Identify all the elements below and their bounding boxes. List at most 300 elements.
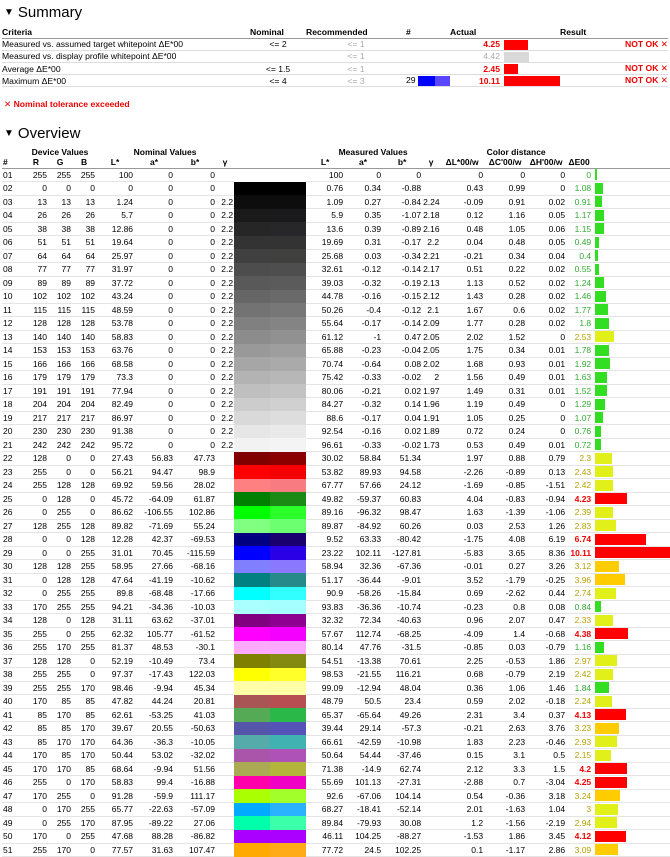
device-r: 13 bbox=[24, 195, 48, 209]
patch-number: 49 bbox=[2, 816, 24, 830]
nominal-b: -57.09 bbox=[174, 803, 216, 817]
nominal-b: -61.52 bbox=[174, 627, 216, 641]
delta-c: -1.17 bbox=[484, 843, 526, 857]
delta-l: 1.05 bbox=[440, 411, 484, 425]
nominal-b: 51.56 bbox=[174, 762, 216, 776]
measured-l: 0.76 bbox=[306, 182, 344, 196]
delta-e: 1.07 bbox=[566, 411, 592, 425]
nominal-a: 0 bbox=[134, 438, 174, 452]
delta-e-bar bbox=[595, 277, 604, 288]
patch-row bbox=[2, 533, 670, 547]
delta-e-bar bbox=[595, 250, 598, 261]
nominal-a: -41.19 bbox=[134, 573, 174, 587]
delta-e-bar-cell bbox=[592, 830, 670, 844]
measured-b: -10.74 bbox=[382, 600, 422, 614]
measured-gamma: 2.17 bbox=[423, 264, 440, 275]
nominal-b: 0 bbox=[174, 168, 216, 182]
nominal-gamma bbox=[216, 465, 234, 479]
measured-gamma: 2.09 bbox=[423, 318, 440, 329]
delta-l: 0.48 bbox=[440, 222, 484, 236]
nominal-l: 47.82 bbox=[96, 695, 134, 709]
nominal-b: 98.9 bbox=[174, 465, 216, 479]
measured-b: -57.3 bbox=[382, 722, 422, 736]
measured-l: 55.69 bbox=[306, 776, 344, 790]
worst-patch-cell bbox=[406, 38, 450, 50]
delta-l: 1.77 bbox=[440, 317, 484, 331]
patch-number: 10 bbox=[2, 290, 24, 304]
recommended-cell: <= 1 bbox=[306, 50, 406, 62]
device-g: 115 bbox=[48, 303, 72, 317]
device-g: 0 bbox=[48, 627, 72, 641]
measured-b: -0.88 bbox=[382, 182, 422, 196]
device-r: 255 bbox=[24, 479, 48, 493]
measured-gamma: 1.73 bbox=[423, 439, 440, 450]
nominal-gamma bbox=[216, 479, 234, 493]
device-g: 191 bbox=[48, 384, 72, 398]
actual-bar bbox=[504, 76, 560, 86]
device-g: 0 bbox=[48, 546, 72, 560]
nominal-color-swatch bbox=[234, 479, 270, 493]
delta-e-bar-cell bbox=[592, 735, 670, 749]
patch-number: 30 bbox=[2, 560, 24, 574]
nominal-b: 0 bbox=[174, 371, 216, 385]
device-b: 204 bbox=[72, 398, 96, 412]
measured-l: 61.12 bbox=[306, 330, 344, 344]
nominal-color-swatch bbox=[234, 641, 270, 655]
measured-l: 25.68 bbox=[306, 249, 344, 263]
patch-row bbox=[2, 492, 670, 506]
delta-l: 1.97 bbox=[440, 452, 484, 466]
device-g: 255 bbox=[48, 681, 72, 695]
nominal-color-swatch bbox=[234, 465, 270, 479]
measured-color-swatch bbox=[270, 560, 306, 574]
nominal-a: -22.63 bbox=[134, 803, 174, 817]
patch-number: 28 bbox=[2, 533, 24, 547]
delta-l: 1.63 bbox=[440, 506, 484, 520]
patch-number: 34 bbox=[2, 614, 24, 628]
delta-h: -0.79 bbox=[526, 641, 566, 655]
patch-row bbox=[2, 641, 670, 655]
delta-l: 1.19 bbox=[440, 398, 484, 412]
nominal-a: 0 bbox=[134, 276, 174, 290]
col-num: # bbox=[2, 157, 24, 168]
nominal-gamma bbox=[216, 776, 234, 790]
delta-c: 1.16 bbox=[484, 209, 526, 223]
delta-e: 3.09 bbox=[566, 843, 592, 857]
delta-c: -1.56 bbox=[484, 816, 526, 830]
nominal-color-swatch bbox=[234, 249, 270, 263]
measured-l: 51.17 bbox=[306, 573, 344, 587]
measured-color-swatch bbox=[270, 681, 306, 695]
nominal-l: 31.97 bbox=[96, 263, 134, 277]
measured-a: -12.94 bbox=[344, 681, 382, 695]
measured-a: 24.5 bbox=[344, 843, 382, 857]
device-r: 128 bbox=[24, 560, 48, 574]
actual-bar-cell bbox=[500, 63, 560, 75]
delta-e-bar bbox=[595, 574, 625, 585]
delta-h: 0.02 bbox=[526, 276, 566, 290]
device-b: 128 bbox=[72, 317, 96, 331]
summary-row bbox=[2, 75, 668, 87]
patch-number: 11 bbox=[2, 303, 24, 317]
measured-gamma: 2 bbox=[422, 371, 440, 385]
device-r: 85 bbox=[24, 722, 48, 736]
result-header: Result bbox=[560, 26, 668, 38]
nominal-a: 0 bbox=[134, 222, 174, 236]
delta-h: 1.46 bbox=[526, 681, 566, 695]
measured-a: 50.5 bbox=[344, 695, 382, 709]
delta-e-bar bbox=[595, 642, 604, 653]
delta-e: 0.55 bbox=[566, 263, 592, 277]
nominal-gamma bbox=[216, 830, 234, 844]
patch-number: 15 bbox=[2, 357, 24, 371]
measured-b: 30.08 bbox=[382, 816, 422, 830]
delta-e-bar-cell bbox=[592, 438, 670, 452]
measured-color-swatch bbox=[270, 668, 306, 682]
measured-color-swatch bbox=[270, 735, 306, 749]
measured-b: -0.02 bbox=[382, 438, 422, 452]
device-g: 140 bbox=[48, 330, 72, 344]
device-r: 255 bbox=[24, 843, 48, 857]
patch-number: 51 bbox=[2, 843, 24, 857]
nominal-a: 94.47 bbox=[134, 465, 174, 479]
delta-e-bar-cell bbox=[592, 843, 670, 857]
measured-b: -0.19 bbox=[382, 276, 422, 290]
device-r: 0 bbox=[24, 816, 48, 830]
delta-l: 0.68 bbox=[440, 668, 484, 682]
measured-l: 5.9 bbox=[306, 209, 344, 223]
nominal-l: 81.37 bbox=[96, 641, 134, 655]
delta-e-bar bbox=[595, 696, 612, 707]
patch-number: 36 bbox=[2, 641, 24, 655]
nominal-b: 0 bbox=[174, 276, 216, 290]
delta-e: 1.17 bbox=[566, 209, 592, 223]
measured-l: 50.64 bbox=[306, 749, 344, 763]
delta-e-bar-cell bbox=[592, 654, 670, 668]
device-r: 51 bbox=[24, 236, 48, 250]
delta-c: 4.08 bbox=[484, 533, 526, 547]
nominal-l: 65.77 bbox=[96, 803, 134, 817]
delta-e-bar bbox=[595, 763, 627, 774]
measured-color-swatch bbox=[270, 168, 306, 182]
measured-a: -0.32 bbox=[344, 276, 382, 290]
device-g: 102 bbox=[48, 290, 72, 304]
delta-h: 0 bbox=[526, 398, 566, 412]
device-g: 255 bbox=[48, 506, 72, 520]
device-b: 0 bbox=[72, 789, 96, 803]
delta-l: 1.68 bbox=[440, 357, 484, 371]
nominal-b: 0 bbox=[174, 182, 216, 196]
measured-color-swatch bbox=[270, 533, 306, 547]
delta-l: -2.88 bbox=[440, 776, 484, 790]
measured-a: 89.93 bbox=[344, 465, 382, 479]
nominal-a: 0 bbox=[134, 330, 174, 344]
nominal-color-swatch bbox=[234, 762, 270, 776]
measured-l: 92.54 bbox=[306, 425, 344, 439]
patch-row bbox=[2, 303, 670, 317]
nominal-a: -53.25 bbox=[134, 708, 174, 722]
measured-color-swatch bbox=[270, 830, 306, 844]
measured-gamma bbox=[422, 735, 440, 749]
nominal-header: Nominal bbox=[250, 26, 306, 38]
delta-l: 0.36 bbox=[440, 681, 484, 695]
measured-gamma bbox=[422, 452, 440, 466]
delta-e-bar bbox=[595, 358, 609, 369]
result-status: NOT OK ✕ bbox=[560, 38, 668, 50]
color-distance-header: Color distance bbox=[486, 146, 546, 157]
nominal-color-swatch bbox=[234, 344, 270, 358]
device-b: 217 bbox=[72, 411, 96, 425]
measured-gamma: 1.89 bbox=[423, 426, 440, 437]
device-r: 242 bbox=[24, 438, 48, 452]
measured-gamma bbox=[422, 600, 440, 614]
device-g: 170 bbox=[48, 843, 72, 857]
patch-number: 12 bbox=[2, 317, 24, 331]
delta-c: 0.7 bbox=[484, 776, 526, 790]
measured-l: 48.79 bbox=[306, 695, 344, 709]
nominal-color-swatch bbox=[234, 668, 270, 682]
delta-l: 1.67 bbox=[440, 303, 484, 317]
device-g: 51 bbox=[48, 236, 72, 250]
delta-e-bar-cell bbox=[592, 384, 670, 398]
measured-color-swatch bbox=[270, 317, 306, 331]
device-r: 255 bbox=[24, 168, 48, 182]
measured-color-swatch bbox=[270, 371, 306, 385]
delta-e-bar bbox=[595, 493, 627, 504]
col-a: a* bbox=[134, 157, 174, 168]
device-g: 85 bbox=[48, 722, 72, 736]
nominal-b: 27.06 bbox=[174, 816, 216, 830]
nominal-b: -68.16 bbox=[174, 560, 216, 574]
nominal-a: 105.77 bbox=[134, 627, 174, 641]
worst-patch-cell bbox=[406, 75, 450, 87]
nominal-a: -17.43 bbox=[134, 668, 174, 682]
delta-e-bar bbox=[595, 750, 611, 761]
delta-c: 1.05 bbox=[484, 222, 526, 236]
device-g: 170 bbox=[48, 803, 72, 817]
delta-e-bar bbox=[595, 601, 601, 612]
nominal-a: 63.62 bbox=[134, 614, 174, 628]
delta-h: 0.01 bbox=[526, 357, 566, 371]
actual-bar-cell bbox=[500, 75, 560, 87]
patch-swatch bbox=[435, 76, 450, 86]
nominal-a: 0 bbox=[134, 290, 174, 304]
nominal-l: 91.28 bbox=[96, 789, 134, 803]
measured-color-swatch bbox=[270, 600, 306, 614]
col-b-star: b* bbox=[174, 157, 216, 168]
patch-number: 14 bbox=[2, 344, 24, 358]
delta-e-bar bbox=[595, 709, 626, 720]
nominal-gamma: 2.2 bbox=[216, 357, 234, 371]
delta-h: -3.04 bbox=[526, 776, 566, 790]
nominal-a: 99.4 bbox=[134, 776, 174, 790]
tolerance-warning: ✕ Nominal tolerance exceeded bbox=[4, 99, 130, 109]
measured-gamma bbox=[422, 560, 440, 574]
delta-e: 0.4 bbox=[566, 249, 592, 263]
delta-e-bar-cell bbox=[592, 749, 670, 763]
delta-c: 0.31 bbox=[484, 384, 526, 398]
device-r: 255 bbox=[24, 627, 48, 641]
nominal-gamma: 2.2 bbox=[216, 263, 234, 277]
overview-table bbox=[2, 146, 670, 857]
nominal-a: 0 bbox=[134, 344, 174, 358]
delta-e-bar-cell bbox=[592, 722, 670, 736]
measured-a: -42.59 bbox=[344, 735, 382, 749]
measured-color-swatch bbox=[270, 182, 306, 196]
patch-number: 41 bbox=[2, 708, 24, 722]
device-g: 0 bbox=[48, 465, 72, 479]
nominal-l: 45.72 bbox=[96, 492, 134, 506]
nominal-l: 1.24 bbox=[96, 195, 134, 209]
collapse-arrow-icon[interactable]: ▼ bbox=[4, 6, 14, 18]
device-b: 64 bbox=[72, 249, 96, 263]
nominal-a: 59.56 bbox=[134, 479, 174, 493]
measured-color-swatch bbox=[270, 573, 306, 587]
measured-a: -36.44 bbox=[344, 573, 382, 587]
delta-e: 2.97 bbox=[566, 654, 592, 668]
actual-value: 4.25 bbox=[450, 38, 500, 50]
device-r: 179 bbox=[24, 371, 48, 385]
measured-a: -0.21 bbox=[344, 384, 382, 398]
collapse-arrow-icon[interactable]: ▼ bbox=[4, 127, 14, 139]
criteria-cell: Maximum ΔE*00 bbox=[2, 75, 250, 87]
measured-color-swatch bbox=[270, 263, 306, 277]
nominal-gamma bbox=[216, 506, 234, 520]
delta-h: 3.18 bbox=[526, 789, 566, 803]
device-b: 77 bbox=[72, 263, 96, 277]
measured-gamma bbox=[422, 546, 440, 560]
nominal-cell: <= 2 bbox=[250, 38, 306, 50]
nominal-color-swatch bbox=[234, 695, 270, 709]
measured-b: 0.08 bbox=[382, 357, 422, 371]
nominal-gamma bbox=[216, 681, 234, 695]
nominal-b: 0 bbox=[174, 357, 216, 371]
measured-gamma: 1.96 bbox=[423, 399, 440, 410]
measured-color-swatch bbox=[270, 398, 306, 412]
delta-h: 0.79 bbox=[526, 452, 566, 466]
nominal-l: 52.19 bbox=[96, 654, 134, 668]
measured-l: 1.09 bbox=[306, 195, 344, 209]
device-b: 170 bbox=[72, 816, 96, 830]
nominal-b: 0 bbox=[174, 249, 216, 263]
delta-l: 0.03 bbox=[440, 519, 484, 533]
delta-h: 0 bbox=[526, 168, 566, 182]
nominal-a: 31.63 bbox=[134, 843, 174, 857]
patch-row bbox=[2, 479, 670, 493]
measured-a: 47.76 bbox=[344, 641, 382, 655]
measured-a: 0.27 bbox=[344, 195, 382, 209]
nominal-b: -16.88 bbox=[174, 776, 216, 790]
nominal-gamma: 2.2 bbox=[216, 303, 234, 317]
delta-h: 2.19 bbox=[526, 668, 566, 682]
nominal-a: -59.9 bbox=[134, 789, 174, 803]
delta-e: 4.38 bbox=[566, 627, 592, 641]
patch-number: 13 bbox=[2, 330, 24, 344]
delta-e: 6.74 bbox=[566, 533, 592, 547]
measured-a: 54.44 bbox=[344, 749, 382, 763]
summary-section-header[interactable] bbox=[0, 1, 82, 23]
measured-a: 0.39 bbox=[344, 222, 382, 236]
nominal-gamma: 2.2 bbox=[216, 371, 234, 385]
measured-gamma bbox=[422, 789, 440, 803]
delta-e-bar bbox=[595, 669, 613, 680]
col-gamma: γ bbox=[216, 157, 234, 168]
overview-section-header[interactable] bbox=[0, 122, 80, 144]
measured-a: -0.17 bbox=[344, 411, 382, 425]
delta-c: 2.53 bbox=[484, 519, 526, 533]
nominal-color-swatch bbox=[234, 330, 270, 344]
delta-e-bar-cell bbox=[592, 357, 670, 371]
measured-b: -0.34 bbox=[382, 249, 422, 263]
measured-l: 89.87 bbox=[306, 519, 344, 533]
device-r: 255 bbox=[24, 668, 48, 682]
delta-c: 0.99 bbox=[484, 182, 526, 196]
measured-gamma bbox=[422, 506, 440, 520]
nominal-a: -34.36 bbox=[134, 600, 174, 614]
measured-color-swatch bbox=[270, 344, 306, 358]
nominal-b: 47.73 bbox=[174, 452, 216, 466]
delta-l: 4.04 bbox=[440, 492, 484, 506]
nominal-gamma bbox=[216, 492, 234, 506]
nominal-l: 47.64 bbox=[96, 573, 134, 587]
measured-l: 88.6 bbox=[306, 411, 344, 425]
device-b: 255 bbox=[72, 627, 96, 641]
nominal-color-swatch bbox=[234, 290, 270, 304]
nominal-a: 56.83 bbox=[134, 452, 174, 466]
delta-e: 0.91 bbox=[566, 195, 592, 209]
delta-e: 10.11 bbox=[566, 546, 592, 560]
delta-c: -0.79 bbox=[484, 668, 526, 682]
measured-a: -0.32 bbox=[344, 398, 382, 412]
delta-e: 1.63 bbox=[566, 371, 592, 385]
col-measured-a: a* bbox=[344, 157, 382, 168]
measured-b: 23.4 bbox=[382, 695, 422, 709]
measured-color-swatch bbox=[270, 789, 306, 803]
delta-h: 0.01 bbox=[526, 344, 566, 358]
device-b: 170 bbox=[72, 776, 96, 790]
measured-gamma: 1.97 bbox=[423, 385, 440, 396]
nominal-cell bbox=[250, 50, 306, 62]
nominal-l: 39.67 bbox=[96, 722, 134, 736]
delta-e-bar bbox=[595, 453, 612, 464]
nominal-b: 0 bbox=[174, 290, 216, 304]
measured-b: 60.26 bbox=[382, 519, 422, 533]
delta-e-bar-cell bbox=[592, 276, 670, 290]
measured-b: -0.84 bbox=[382, 195, 422, 209]
nominal-a: 0 bbox=[134, 371, 174, 385]
nominal-color-swatch bbox=[234, 546, 270, 560]
delta-e-bar bbox=[595, 331, 614, 342]
patch-number: 17 bbox=[2, 384, 24, 398]
device-b: 115 bbox=[72, 303, 96, 317]
nominal-gamma bbox=[216, 587, 234, 601]
patch-row bbox=[2, 438, 670, 452]
patch-number: 37 bbox=[2, 654, 24, 668]
delta-l: -5.83 bbox=[440, 546, 484, 560]
nominal-a: 88.28 bbox=[134, 830, 174, 844]
nominal-color-swatch bbox=[234, 209, 270, 223]
measured-a: -0.12 bbox=[344, 263, 382, 277]
nominal-color-swatch bbox=[234, 533, 270, 547]
patch-row bbox=[2, 843, 670, 857]
device-g: 255 bbox=[48, 587, 72, 601]
delta-e-bar bbox=[595, 223, 604, 234]
delta-h: 0.05 bbox=[526, 236, 566, 250]
delta-l: 1.83 bbox=[440, 735, 484, 749]
delta-e-bar bbox=[595, 304, 608, 315]
delta-e-bar bbox=[595, 466, 613, 477]
nominal-l: 62.32 bbox=[96, 627, 134, 641]
